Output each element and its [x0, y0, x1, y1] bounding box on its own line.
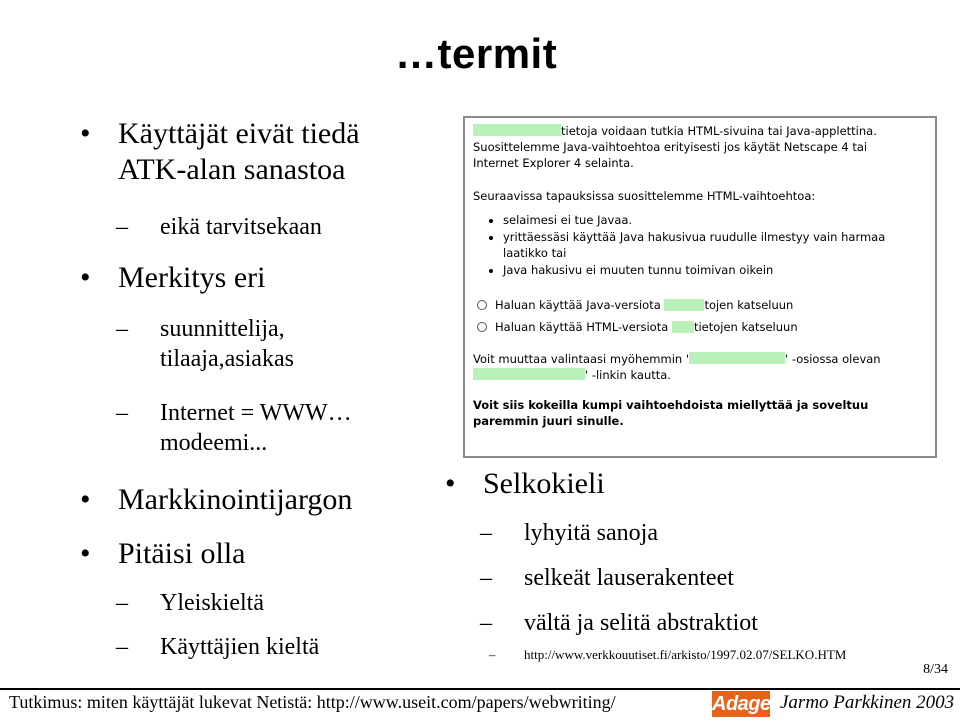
bullet-icon: • — [80, 537, 91, 570]
footer-divider — [0, 688, 960, 690]
dash-icon: – — [480, 610, 492, 636]
panel-text: Voit muuttaa valintaasi myöhemmin ' — [473, 352, 690, 366]
bullet-icon: • — [445, 467, 456, 500]
panel-text: tietoja voidaan tutkia HTML-sivuina tai Java-applettina. — [561, 124, 877, 138]
panel-text: Suosittelemme Java-vaihtoehtoa erityisesti jos käytät Netscape 4 tai — [473, 140, 868, 154]
sub-text-line2: tilaaja,asiakas — [160, 346, 294, 372]
radio-button-icon[interactable] — [477, 300, 487, 310]
dash-icon: – — [116, 590, 128, 616]
dash-icon: – — [480, 565, 492, 591]
adage-logo: Adage — [712, 693, 771, 715]
sub-source-url — [489, 647, 847, 663]
bullet-icon: • — [80, 483, 91, 516]
sub-text: Käyttäjien kieltä — [160, 634, 320, 660]
panel-paragraph-1 — [473, 123, 929, 171]
sub-users-language — [116, 632, 320, 662]
highlight-mark — [473, 368, 585, 380]
dash-icon: – — [489, 647, 496, 662]
sub-text-line1: Internet = WWW… — [160, 400, 352, 426]
dash-icon: – — [116, 634, 128, 660]
panel-text: ' -osiossa olevan — [785, 352, 881, 366]
dash-icon: – — [116, 400, 128, 426]
highlight-mark — [473, 124, 561, 136]
radio-label: Haluan käyttää Java-versiota — [495, 298, 661, 312]
panel-text: Voit siis kokeilla kumpi vaihtoehdoista miellyttää ja soveltuu — [473, 398, 869, 412]
bullet-text: Pitäisi olla — [118, 537, 246, 570]
panel-list-item: • Java hakusivu ei muuten tunnu toimivan oikein — [503, 262, 929, 278]
panel-text: paremmin juuri sinulle. — [473, 414, 624, 428]
bullet-text-line2: ATK-alan sanastoa — [118, 153, 346, 186]
footer — [0, 688, 960, 720]
bullet-text-line1: Käyttäjät eivät tiedä — [118, 117, 360, 150]
sub-text-line2: modeemi... — [160, 430, 268, 456]
bullet-text: Merkitys eri — [118, 261, 266, 294]
panel-list-item: • selaimesi ei tue Javaa. — [503, 212, 929, 228]
bullet-icon: • — [80, 261, 91, 294]
bullet-marketing-jargon — [80, 482, 353, 518]
highlight-mark — [664, 299, 704, 311]
footer-source-text: Tutkimus: miten käyttäjät lukevat Netistä: http://www.useit.com/papers/webwriting/ — [9, 692, 616, 712]
bullet-meaning-differs — [80, 260, 266, 296]
highlight-mark — [689, 352, 785, 364]
sub-text: lyhyitä sanoja — [524, 520, 658, 546]
bullet-text: Selkokieli — [483, 467, 605, 500]
panel-paragraph-3 — [473, 351, 929, 383]
footer-author: Jarmo Parkkinen 2003 — [780, 692, 955, 713]
bullet-text: Markkinointijargon — [118, 483, 353, 516]
panel-paragraph-2: Seuraavissa tapauksissa suosittelemme HTML-vaihtoehtoa: — [473, 189, 816, 203]
source-link[interactable]: http://www.verkkouutiset.fi/arkisto/1997.02.07/SELKO.HTM — [524, 647, 847, 662]
radio-label: Haluan käyttää HTML-versiota — [495, 320, 669, 334]
sub-text: selkeät lauserakenteet — [524, 565, 734, 591]
radio-label: tojen katseluun — [704, 298, 794, 312]
panel-text: Internet Explorer 4 selainta. — [473, 156, 634, 170]
panel-list — [473, 212, 929, 278]
radio-option-html[interactable] — [473, 319, 929, 335]
sub-no-need — [116, 212, 322, 242]
panel-text: ' -linkin kautta. — [585, 368, 671, 382]
sub-clear-sentences — [480, 563, 734, 593]
sub-text-line1: suunnittelija, — [160, 316, 285, 342]
slide-title: …termit — [395, 30, 558, 77]
sub-internet-www — [116, 398, 352, 458]
highlight-mark — [672, 321, 694, 333]
bullet-icon: • — [80, 117, 91, 150]
bullet-plain-language — [445, 466, 605, 502]
sub-text: vältä ja selitä abstraktiot — [524, 610, 758, 636]
dash-icon: – — [116, 316, 128, 342]
sub-avoid-abstractions — [480, 608, 758, 638]
sub-common-language — [116, 588, 264, 618]
embedded-webpage-screenshot — [463, 116, 937, 458]
bullet-should-be — [80, 536, 246, 572]
page-number: 8/34 — [923, 662, 948, 677]
panel-paragraph-4 — [473, 397, 929, 429]
radio-button-icon[interactable] — [477, 322, 487, 332]
panel-list-item: • yrittäessäsi käyttää Java hakusivua ruudulle ilmestyy vain harmaa laatikko tai — [503, 229, 929, 261]
radio-option-java[interactable] — [473, 297, 929, 313]
sub-designer-client — [116, 314, 294, 374]
sub-short-words — [480, 518, 658, 548]
dash-icon: – — [116, 214, 128, 240]
sub-text: eikä tarvitsekaan — [160, 214, 322, 240]
dash-icon: – — [480, 520, 492, 546]
radio-label: tietojen katseluun — [693, 320, 798, 334]
bullet-users-vocabulary — [80, 116, 360, 188]
sub-text: Yleiskieltä — [160, 590, 264, 616]
